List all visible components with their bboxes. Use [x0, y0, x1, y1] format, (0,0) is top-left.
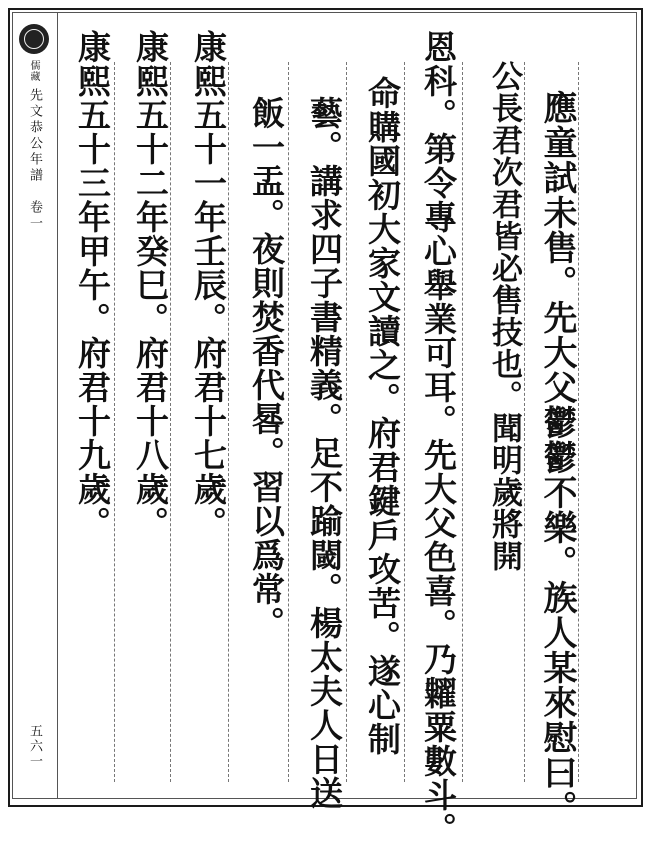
book-title: 先文恭公年譜 卷一: [27, 88, 42, 232]
page-number: 五六一: [27, 724, 42, 769]
column-rule: [404, 62, 405, 782]
column-rule: [288, 62, 289, 782]
margin-strip: [12, 12, 58, 799]
column-rule: [114, 62, 115, 782]
text-column-7: 康熙五十一年壬辰。府君十七歲。: [189, 30, 228, 540]
column-rule: [578, 62, 579, 782]
column-rule: [524, 62, 525, 782]
text-column-3: 恩科。第令專心舉業可耳。先大父色喜。乃糶粟數斗。: [419, 30, 458, 846]
text-column-1: 應童試未售。先大父鬱鬱不樂。族人某來慰曰。: [537, 90, 577, 825]
text-column-9: 康熙五十三年甲午。府君十九歲。: [73, 30, 112, 540]
text-column-8: 康熙五十二年癸巳。府君十八歲。: [131, 30, 170, 540]
text-column-2: 公長君次君皆必售技也。聞明歲將開: [486, 60, 522, 572]
text-column-4: 命購國初大家文讀之。府君鍵戶攻苦。遂心制: [363, 76, 402, 756]
collection-seal-icon: [19, 24, 49, 54]
text-body: [58, 12, 637, 846]
column-rule: [462, 62, 463, 782]
text-column-6: 飯一盂。夜則焚香代晷。習以爲常。: [247, 96, 286, 640]
collection-mark: 儒藏: [28, 60, 39, 82]
column-rule: [346, 62, 347, 782]
text-column-5: 藝。講求四子書精義。足不踰閾。楊太夫人日送: [305, 96, 344, 810]
